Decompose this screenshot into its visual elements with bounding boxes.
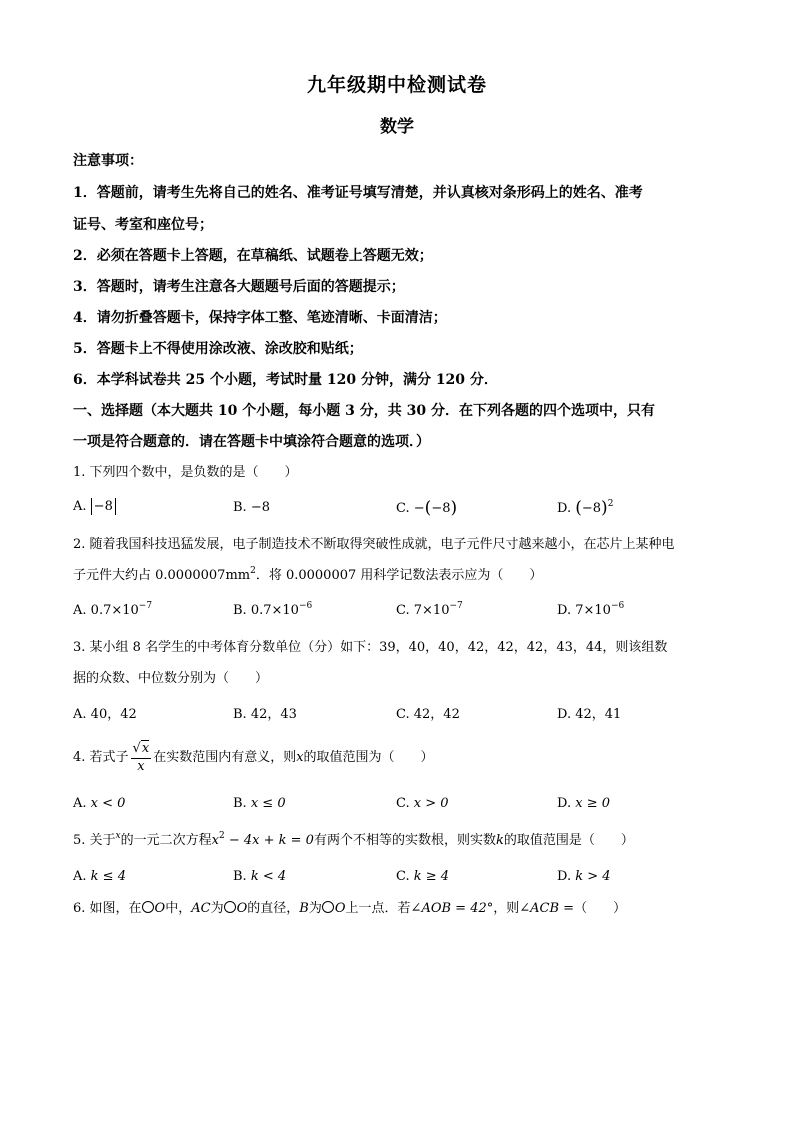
stem-text: 的直径， [247, 901, 300, 916]
fraction-sqrt-x-over-x [131, 740, 152, 775]
q3-option-b [233, 703, 297, 722]
option-value: 0.7×10 [250, 603, 299, 618]
option-label: A. [73, 603, 87, 618]
q4-option-c [396, 796, 449, 811]
option-value: k ≤ 4 [90, 869, 126, 884]
q1-option-b [233, 500, 270, 515]
question-1-stem: 1. 下列四个数中，是负数的是（ ） [73, 465, 298, 480]
option-label: C. [396, 869, 410, 884]
stem-text: 为 [308, 901, 322, 916]
angle-expression: ∠AOB = 42° [410, 901, 494, 916]
q5-option-a [73, 869, 126, 884]
option-value: 42，43 [250, 707, 297, 722]
q1-option-a [73, 498, 116, 515]
note-item: 1．答题前，请考生先将自己的姓名、准考证号填写清楚，并认真核对条形码上的姓名、准考 [73, 185, 643, 201]
variable: x [296, 750, 304, 765]
question-4-stem [73, 738, 434, 778]
option-value: x ≤ 0 [250, 796, 286, 811]
stem-text: （ ） [574, 901, 627, 916]
point-label: B [299, 901, 309, 916]
option-value: −8 [91, 498, 116, 515]
note-item: 2．必须在答题卡上答题，在草稿纸、试题卷上答题无效； [73, 248, 433, 264]
q5-option-b [233, 869, 286, 884]
option-label: B. [233, 500, 247, 515]
circle-symbol-icon [322, 901, 334, 913]
equation: x [211, 833, 219, 848]
stem-text: 上一点．若 [345, 901, 411, 916]
q1-option-c: C. −(−8) [396, 498, 458, 518]
note-item: 5．答题卡上不得使用涂改液、涂改胶和贴纸； [73, 341, 363, 357]
stem-text: ．将 0.0000007 用科学记数法表示应为（ ） [255, 568, 543, 583]
option-value: x > 0 [413, 796, 449, 811]
q4-option-d [557, 796, 610, 811]
segment-label: AC [191, 901, 211, 916]
option-label: C. [396, 707, 410, 722]
option-label: A. [73, 869, 87, 884]
stem-text: 子元件大约占 0.0000007 [73, 568, 226, 583]
option-exponent: −6 [298, 601, 313, 611]
stem-text: 4. 若式子 [73, 750, 129, 765]
option-value: k > 4 [575, 869, 611, 884]
q2-option-a [73, 603, 152, 618]
option-value: −8 [431, 501, 451, 516]
option-exponent: −6 [610, 601, 625, 611]
variable: x [115, 831, 121, 841]
option-label: D. [557, 707, 572, 722]
question-5-stem [73, 833, 634, 849]
option-exponent: 2 [607, 499, 614, 509]
q4-option-a [73, 796, 125, 811]
option-value: k ≥ 4 [413, 869, 450, 884]
q5-option-c [396, 869, 449, 884]
option-label: D. [557, 869, 572, 884]
denominator: x [137, 759, 145, 774]
notes-heading: 注意事项： [73, 153, 143, 169]
stem-text: 6. 如图，在 [73, 901, 142, 916]
option-label: B. [233, 796, 247, 811]
question-3-stem: 3. 某小组 8 名学生的中考体育分数单位（分）如下：39，40，40，42，42，42，43，44，则该组数 [73, 640, 668, 655]
question-6-stem [73, 901, 626, 917]
option-exponent: −7 [138, 601, 153, 611]
section-heading: 一、选择题（本大题共 10 个小题，每小题 3 分，共 30 分．在下列各题的四个选项中，只有 [73, 403, 655, 419]
option-value: 7×10 [575, 603, 611, 618]
option-value: 42，42 [413, 707, 460, 722]
note-item: 证号、考室和座位号； [73, 217, 213, 233]
radicand: x [141, 741, 150, 756]
option-value: −8 [581, 501, 602, 516]
option-label: B. [233, 869, 247, 884]
q2-option-d [557, 603, 624, 618]
point-label: O [236, 901, 248, 916]
unit: mm [225, 568, 251, 583]
option-label: A. [73, 499, 87, 514]
exam-title: 九年级期中检测试卷 [306, 74, 487, 96]
equation-exponent: 2 [218, 831, 225, 841]
note-item: 3．答题时，请考生注意各大题题号后面的答题提示； [73, 279, 405, 295]
variable: k [495, 833, 504, 848]
q3-option-c [396, 703, 460, 722]
question-2-stem: 2. 随着我国科技迅猛发展，电子制造技术不断取得突破性成就，电子元件尺寸越来越小，在芯片上某种电 [73, 537, 675, 552]
option-value-prefix: − [413, 501, 425, 516]
q4-option-b [233, 796, 286, 811]
option-label: B. [233, 603, 247, 618]
stem-text: 的取值范围为（ ） [303, 750, 434, 765]
option-value: 42，41 [575, 707, 622, 722]
stem-text: 有两个不相等的实数根，则实数 [313, 833, 496, 848]
section-heading-cont: 一项是符合题意的．请在答题卡中填涂符合题意的选项．） [73, 434, 430, 450]
subject-title: 数学 [380, 117, 414, 137]
angle-expression: ∠ACB = [519, 901, 575, 916]
option-label: A. [73, 796, 87, 811]
stem-text: 中， [165, 901, 192, 916]
stem-text: 的取值范围是（ ） [503, 833, 634, 848]
unit-exponent: 2 [250, 566, 256, 576]
option-label: B. [233, 707, 247, 722]
option-value: x ≥ 0 [575, 796, 610, 811]
option-value: k < 4 [250, 869, 287, 884]
q3-option-a [73, 703, 137, 722]
sqrt-sign: √x [132, 741, 150, 756]
option-label: C. [396, 501, 410, 516]
option-label: A. [73, 707, 87, 722]
point-label: O [154, 901, 166, 916]
option-value: x < 0 [90, 796, 126, 811]
q2-option-b [233, 603, 312, 618]
q3-option-d [557, 703, 621, 722]
option-value: 0.7×10 [90, 603, 139, 618]
stem-text: 为 [210, 901, 224, 916]
q2-option-c [396, 603, 463, 618]
option-label: C. [396, 796, 410, 811]
question-3-stem-cont: 据的众数、中位数分别为（ ） [73, 671, 269, 686]
q5-option-d [557, 869, 611, 884]
circle-symbol-icon [224, 901, 236, 913]
note-item: 4．请勿折叠答题卡，保持字体工整、笔迹清晰、卡面清洁； [73, 310, 447, 326]
option-exponent: −7 [449, 601, 463, 611]
option-label: D. [557, 501, 572, 516]
point-label: O [334, 901, 346, 916]
option-label: D. [557, 796, 572, 811]
option-value: 40，42 [90, 707, 137, 722]
option-value: −8 [250, 500, 270, 515]
option-label: D. [557, 603, 572, 618]
circle-symbol-icon [142, 901, 154, 913]
q1-option-d: D. $(-8)^2$ [557, 498, 614, 518]
option-value: 7×10 [413, 603, 450, 618]
stem-text: ，则 [493, 901, 520, 916]
question-2-stem-cont [73, 568, 542, 584]
stem-text: 5. 关于 [73, 833, 116, 848]
equation: − 4x + k = 0 [224, 833, 314, 848]
stem-text: 在实数范围内有意义，则 [153, 750, 297, 765]
stem-text: 的一元二次方程 [120, 833, 212, 848]
option-label: C. [396, 603, 410, 618]
note-item: 6．本学科试卷共 25 个小题，考试时量 120 分钟，满分 120 分． [73, 372, 498, 388]
